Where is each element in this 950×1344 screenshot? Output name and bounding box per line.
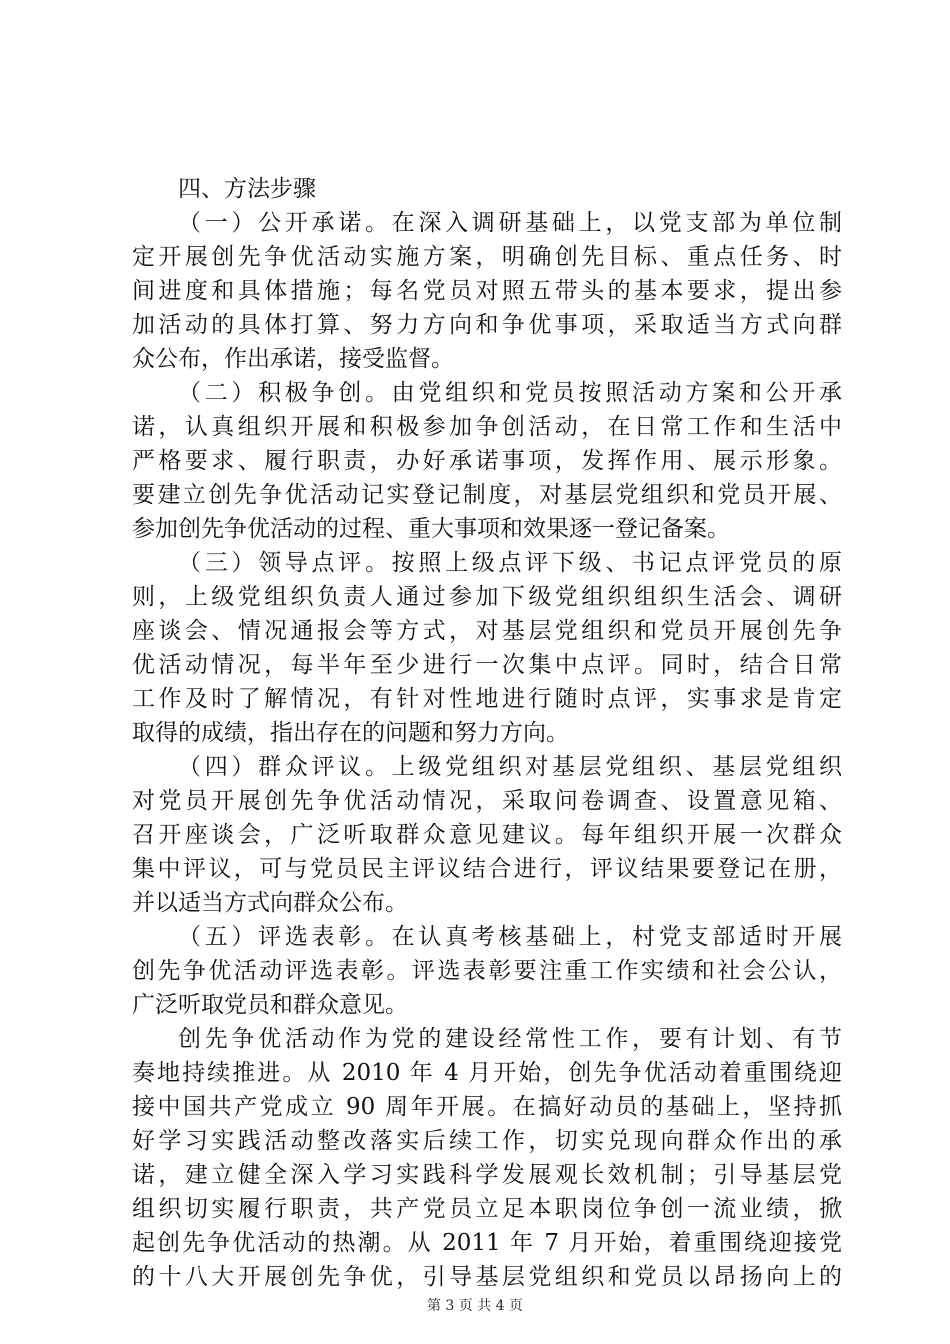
text-line: 奏地持续推进。从 2010 年 4 月开始，创先争优活动着重围绕迎 bbox=[132, 1060, 842, 1086]
text-line: （三）领导点评。按照上级点评下级、书记点评党员的原 bbox=[178, 550, 842, 576]
text-line: （四）群众评议。上级党组织对基层党组织、基层党组织 bbox=[178, 754, 842, 780]
text-line: 严格要求、履行职责，办好承诺事项，发挥作用、展示形象。 bbox=[132, 448, 842, 474]
text-line: （一）公开承诺。在深入调研基础上，以党支部为单位制 bbox=[178, 210, 842, 236]
paragraph-public-evaluation bbox=[132, 750, 842, 920]
text-line: 定开展创先争优活动实施方案，明确创先目标、重点任务、时 bbox=[132, 244, 842, 270]
text-line: 众公布，作出承诺，接受监督。 bbox=[132, 346, 454, 372]
text-line: 取得的成绩，指出存在的问题和努力方向。 bbox=[132, 720, 569, 746]
paragraph-continuous-progress bbox=[132, 1022, 842, 1294]
text-line: （五）评选表彰。在认真考核基础上，村党支部适时开展 bbox=[178, 924, 842, 950]
page-number-footer: 第 3 页 共 4 页 bbox=[426, 1298, 524, 1314]
paragraph-public-commitment bbox=[132, 206, 842, 376]
text-line: 起创先争优活动的热潮。从 2011 年 7 月开始，着重围绕迎接党 bbox=[132, 1230, 842, 1256]
text-line: 组织切实履行职责，共产党员立足本职岗位争创一流业绩，掀 bbox=[132, 1196, 842, 1222]
text-line: 并以适当方式向群众公布。 bbox=[132, 890, 408, 916]
text-line: 好学习实践活动整改落实后续工作，切实兑现向群众作出的承 bbox=[132, 1128, 842, 1154]
paragraph-leadership-review bbox=[132, 546, 842, 750]
text-line: 间进度和具体措施；每名党员对照五带头的基本要求，提出参 bbox=[132, 278, 842, 304]
text-line: 创先争优活动评选表彰。评选表彰要注重工作实绩和社会公认， bbox=[132, 958, 842, 984]
text-line: 的十八大开展创先争优，引导基层党组织和党员以昂扬向上的 bbox=[132, 1264, 842, 1290]
text-line: 则，上级党组织负责人通过参加下级党组织组织生活会、调研 bbox=[132, 584, 842, 610]
text-line: 加活动的具体打算、努力方向和争优事项，采取适当方式向群 bbox=[132, 312, 842, 338]
document-body bbox=[132, 172, 842, 1294]
section-heading: 四、方法步骤 bbox=[178, 176, 316, 202]
text-line: 参加创先争优活动的过程、重大事项和效果逐一登记备案。 bbox=[132, 516, 730, 542]
text-line: 诺，认真组织开展和积极参加争创活动，在日常工作和生活中 bbox=[132, 414, 842, 440]
text-line: 召开座谈会，广泛听取群众意见建议。每年组织开展一次群众 bbox=[132, 822, 842, 848]
text-line: 对党员开展创先争优活动情况，采取问卷调查、设置意见箱、 bbox=[132, 788, 842, 814]
paragraph-selection-commendation bbox=[132, 920, 842, 1022]
text-line: 工作及时了解情况，有针对性地进行随时点评，实事求是肯定 bbox=[132, 686, 842, 712]
text-line: 广泛听取党员和群众意见。 bbox=[132, 992, 408, 1018]
text-line: 接中国共产党成立 90 周年开展。在搞好动员的基础上，坚持抓 bbox=[132, 1094, 842, 1120]
paragraph-active-competition bbox=[132, 376, 842, 546]
text-line: 创先争优活动作为党的建设经常性工作，要有计划、有节 bbox=[178, 1026, 842, 1052]
text-line: 诺，建立健全深入学习实践科学发展观长效机制；引导基层党 bbox=[132, 1162, 842, 1188]
text-line: （二）积极争创。由党组织和党员按照活动方案和公开承 bbox=[178, 380, 842, 406]
text-line: 要建立创先争优活动记实登记制度，对基层党组织和党员开展、 bbox=[132, 482, 842, 508]
text-line: 集中评议，可与党员民主评议结合进行，评议结果要登记在册， bbox=[132, 856, 842, 882]
text-line: 座谈会、情况通报会等方式，对基层党组织和党员开展创先争 bbox=[132, 618, 842, 644]
text-line: 优活动情况，每半年至少进行一次集中点评。同时，结合日常 bbox=[132, 652, 842, 678]
